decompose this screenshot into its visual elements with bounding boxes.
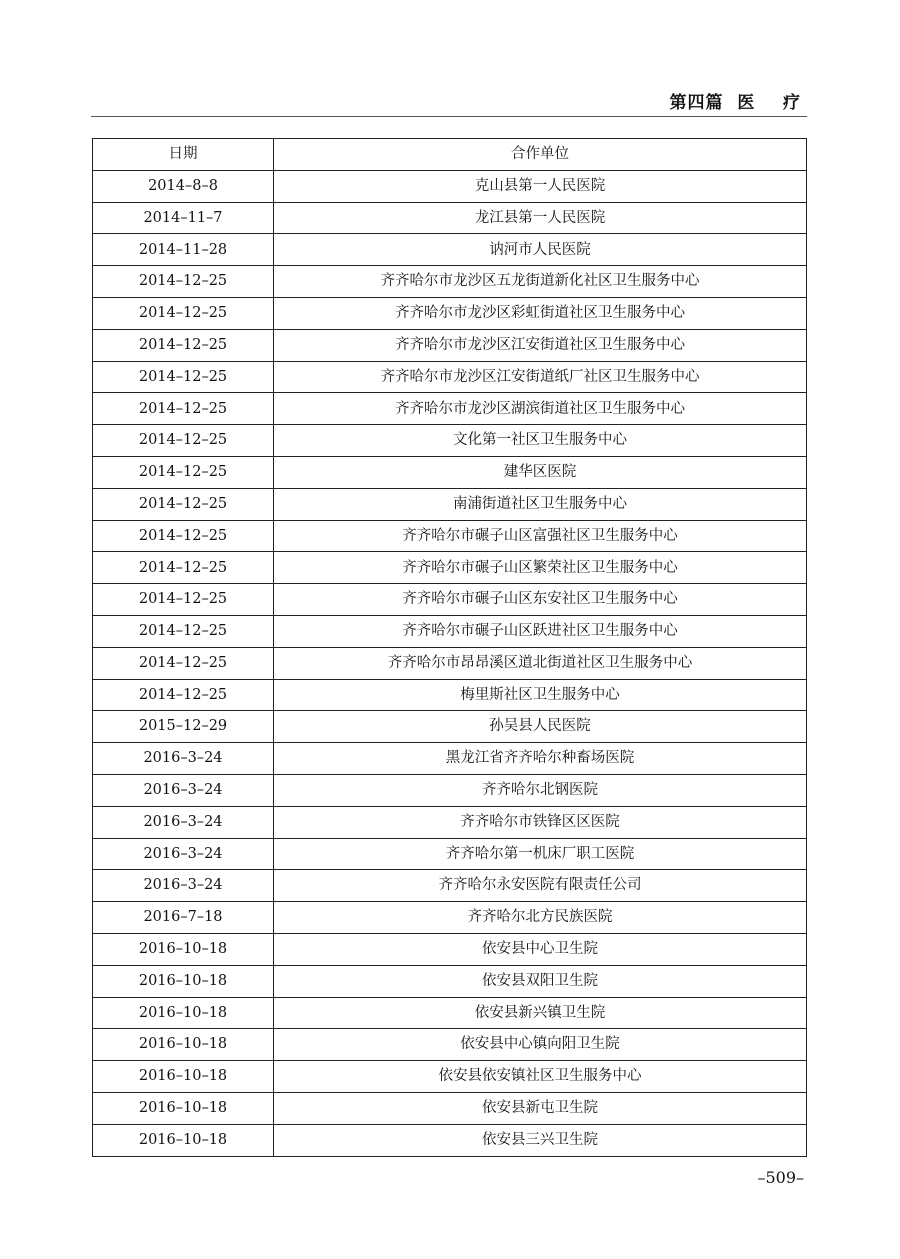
date-cell: 2016–10–18 — [93, 965, 274, 997]
column-header-date: 日期 — [93, 139, 274, 171]
unit-cell: 齐齐哈尔第一机床厂职工医院 — [274, 838, 807, 870]
date-cell: 2014–12–25 — [93, 647, 274, 679]
table-row — [93, 902, 807, 934]
table-row — [93, 679, 807, 711]
unit-cell: 南浦街道社区卫生服务中心 — [274, 488, 807, 520]
table-row — [93, 361, 807, 393]
running-title: 第四篇 医 疗 — [669, 93, 801, 113]
date-cell: 2016–3–24 — [93, 806, 274, 838]
date-cell: 2014–12–25 — [93, 425, 274, 457]
unit-cell: 依安县中心镇向阳卫生院 — [274, 1029, 807, 1061]
table-row — [93, 997, 807, 1029]
date-cell: 2014–12–25 — [93, 456, 274, 488]
date-cell: 2014–12–25 — [93, 488, 274, 520]
unit-cell: 黑龙江省齐齐哈尔种畜场医院 — [274, 743, 807, 775]
date-cell: 2014–11–7 — [93, 202, 274, 234]
table-row — [93, 520, 807, 552]
date-cell: 2014–12–25 — [93, 329, 274, 361]
unit-cell: 齐齐哈尔北方民族医院 — [274, 902, 807, 934]
date-cell: 2014–12–25 — [93, 615, 274, 647]
unit-cell: 齐齐哈尔市龙沙区湖滨街道社区卫生服务中心 — [274, 393, 807, 425]
page-header — [91, 84, 807, 117]
table-row — [93, 1124, 807, 1156]
unit-cell: 齐齐哈尔市龙沙区江安街道社区卫生服务中心 — [274, 329, 807, 361]
unit-cell: 讷河市人民医院 — [274, 234, 807, 266]
unit-cell: 齐齐哈尔永安医院有限责任公司 — [274, 870, 807, 902]
unit-cell: 文化第一社区卫生服务中心 — [274, 425, 807, 457]
date-cell: 2014–12–25 — [93, 679, 274, 711]
unit-cell: 齐齐哈尔市龙沙区彩虹街道社区卫生服务中心 — [274, 297, 807, 329]
unit-cell: 齐齐哈尔市昂昂溪区道北街道社区卫生服务中心 — [274, 647, 807, 679]
table-row — [93, 297, 807, 329]
column-header-unit: 合作单位 — [274, 139, 807, 171]
date-cell: 2014–12–25 — [93, 584, 274, 616]
unit-cell: 依安县新屯卫生院 — [274, 1092, 807, 1124]
date-cell: 2015–12–29 — [93, 711, 274, 743]
unit-cell: 齐齐哈尔市碾子山区东安社区卫生服务中心 — [274, 584, 807, 616]
unit-cell: 克山县第一人民医院 — [274, 170, 807, 202]
unit-cell: 齐齐哈尔市碾子山区繁荣社区卫生服务中心 — [274, 552, 807, 584]
date-cell: 2014–12–25 — [93, 361, 274, 393]
table-row — [93, 456, 807, 488]
table-row — [93, 234, 807, 266]
unit-cell: 依安县双阳卫生院 — [274, 965, 807, 997]
unit-cell: 依安县中心卫生院 — [274, 933, 807, 965]
unit-cell: 齐齐哈尔市龙沙区江安街道纸厂社区卫生服务中心 — [274, 361, 807, 393]
table-row — [93, 647, 807, 679]
unit-cell: 齐齐哈尔市铁锋区区医院 — [274, 806, 807, 838]
date-cell: 2014–12–25 — [93, 520, 274, 552]
date-cell: 2016–10–18 — [93, 933, 274, 965]
table-row — [93, 170, 807, 202]
date-cell: 2016–10–18 — [93, 1092, 274, 1124]
date-cell: 2014–11–28 — [93, 234, 274, 266]
table-row — [93, 425, 807, 457]
date-cell: 2016–3–24 — [93, 838, 274, 870]
date-cell: 2014–12–25 — [93, 297, 274, 329]
table-row — [93, 329, 807, 361]
date-cell: 2016–10–18 — [93, 1029, 274, 1061]
unit-cell: 依安县依安镇社区卫生服务中心 — [274, 1061, 807, 1093]
table-row — [93, 552, 807, 584]
table-row — [93, 806, 807, 838]
unit-cell: 建华区医院 — [274, 456, 807, 488]
table-row — [93, 584, 807, 616]
date-cell: 2014–12–25 — [93, 552, 274, 584]
unit-cell: 梅里斯社区卫生服务中心 — [274, 679, 807, 711]
date-cell: 2016–7–18 — [93, 902, 274, 934]
date-cell: 2014–12–25 — [93, 393, 274, 425]
table-row — [93, 266, 807, 298]
date-cell: 2016–10–18 — [93, 1061, 274, 1093]
page-number: –509– — [757, 1168, 804, 1187]
unit-cell: 龙江县第一人民医院 — [274, 202, 807, 234]
unit-cell: 齐齐哈尔市碾子山区跃进社区卫生服务中心 — [274, 615, 807, 647]
table-row — [93, 933, 807, 965]
table-row — [93, 1029, 807, 1061]
date-cell: 2016–3–24 — [93, 743, 274, 775]
unit-cell: 依安县三兴卫生院 — [274, 1124, 807, 1156]
cooperation-table — [92, 138, 807, 1157]
date-cell: 2014–12–25 — [93, 266, 274, 298]
table-row — [93, 743, 807, 775]
date-cell: 2014–8–8 — [93, 170, 274, 202]
table-row — [93, 202, 807, 234]
table-row — [93, 774, 807, 806]
table-header-row — [93, 139, 807, 171]
table-row — [93, 711, 807, 743]
unit-cell: 依安县新兴镇卫生院 — [274, 997, 807, 1029]
table-row — [93, 1061, 807, 1093]
unit-cell: 齐齐哈尔市龙沙区五龙街道新化社区卫生服务中心 — [274, 266, 807, 298]
table-row — [93, 393, 807, 425]
table-row — [93, 838, 807, 870]
table-body — [93, 170, 807, 1156]
table-row — [93, 1092, 807, 1124]
unit-cell: 齐齐哈尔市碾子山区富强社区卫生服务中心 — [274, 520, 807, 552]
table-row — [93, 870, 807, 902]
date-cell: 2016–3–24 — [93, 774, 274, 806]
table-row — [93, 965, 807, 997]
date-cell: 2016–10–18 — [93, 997, 274, 1029]
table-row — [93, 488, 807, 520]
date-cell: 2016–10–18 — [93, 1124, 274, 1156]
table-row — [93, 615, 807, 647]
unit-cell: 齐齐哈尔北钢医院 — [274, 774, 807, 806]
unit-cell: 孙吴县人民医院 — [274, 711, 807, 743]
date-cell: 2016–3–24 — [93, 870, 274, 902]
